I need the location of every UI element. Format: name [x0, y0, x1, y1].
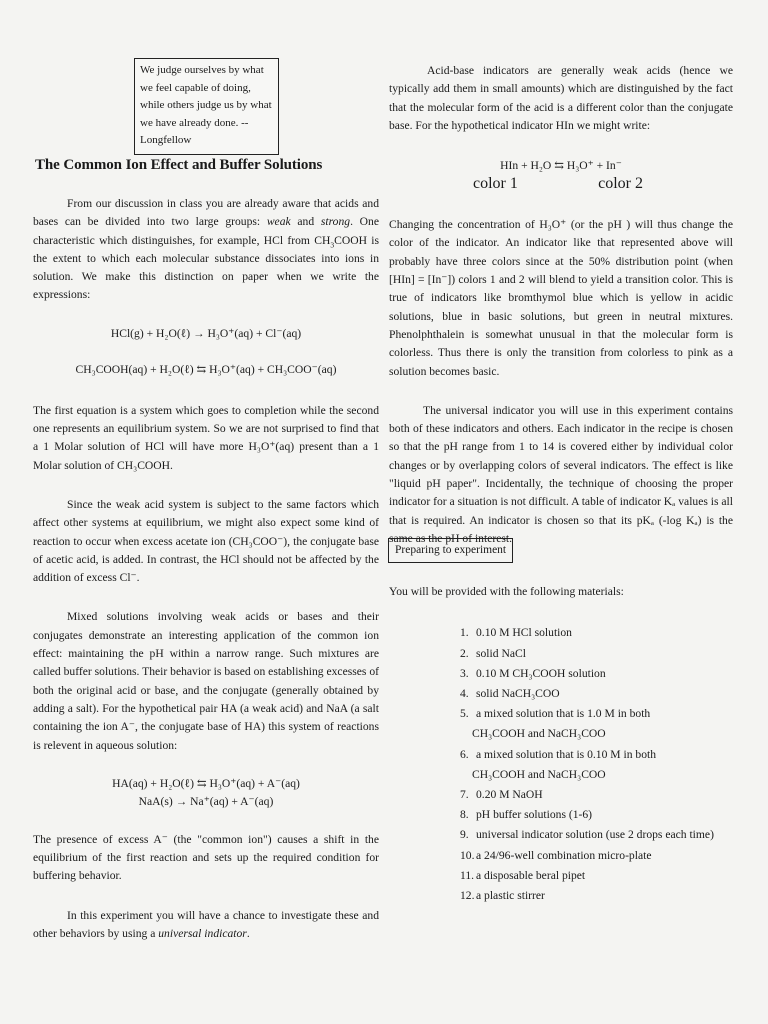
preparing-heading-box [388, 538, 513, 563]
list-item [460, 623, 733, 643]
list-item-text: solid NaCl [476, 646, 526, 660]
list-item-number: 4. [460, 686, 469, 700]
list-item-text: solid NaCH₃COO [476, 686, 560, 700]
paragraph-equations: The first equation is a system which goes to completion while the second one represents an equilibrium system. So we are not surprised to find that a 1 Molar solution of HCl will have more H₃O⁺(aq) present than a 1 Molar solution of CH₃COOH. [33, 403, 379, 472]
right-column [389, 62, 733, 548]
list-item-continuation: CH₃COOH and NaCH₃COO [472, 767, 606, 781]
list-item-number: 9. [460, 828, 469, 842]
list-item-text: 0.20 M NaOH [476, 787, 543, 801]
list-item [460, 805, 733, 825]
list-item [460, 825, 733, 845]
paragraph-indicators: Acid-base indicators are generally weak acids (hence we typically add them in small amounts) which are distinguished by the fact that the molecular form of the acid is a different color than the conjugate base. For the hypothetical indicator HIn we might write: [389, 64, 733, 132]
list-item-text: a mixed solution that is 1.0 M in both [476, 707, 651, 721]
list-item [460, 664, 733, 684]
materials-list [460, 623, 733, 906]
paragraph-universal: The universal indicator you will use in this experiment contains both of these indicators and others. Each indicator in the recipe is chosen so that the pH range from 1 to 14 is covered either by individual color changes or by overlapping colors of several indicators. The effect is like "liquid pH paper". Incidentally, the technique of choosing the proper indicator for a situation is not difficult. A table of indicator Kₐ values is all that is required. An indicator is chosen so that its pKₐ (-log Kₐ) is the same as the pH of interest. [389, 403, 733, 545]
list-item [460, 684, 733, 704]
list-item-text: pH buffer solutions (1-6) [476, 808, 593, 822]
paragraph-weak-acid: Since the weak acid system is subject to the same factors which affect other systems at equilibrium, we might also expect some kind of reaction to occur when excess acetate ion (CH₃COO⁻), the conjugate base of acetic acid, is added. In contrast, the HCl should not be affected by the addition of excess Cl⁻. [33, 497, 379, 585]
materials-intro: You will be provided with the following materials: [389, 585, 624, 598]
list-item-text: a plastic stirrer [476, 888, 545, 902]
list-item [460, 745, 733, 785]
list-item-continuation: CH₃COOH and NaCH₃COO [472, 727, 606, 741]
list-item-number: 2. [460, 646, 469, 660]
color-labels [473, 175, 643, 193]
intro-paragraph: From our discussion in class you are already aware that acids and bases can be divided into two large groups: weak and strong. One characteristic which distinguishes, for example, HCl from $CH_3COOH$ is the extent to which each molecular substance dissociates into ions in solution. We make this distinction on paper when we write the expressions: [33, 197, 379, 302]
list-item-number: 3. [460, 666, 469, 680]
list-item-number: 6. [460, 747, 469, 761]
preparing-heading: Preparing to experiment [395, 544, 507, 556]
left-column [33, 195, 379, 943]
paragraph-buffers: Mixed solutions involving weak acids or bases and their conjugates demonstrate an interesting application of the common ion effect: maintaining the pH within a narrow range. Such mixtures are called buffer solutions. Their behavior is based on establishing excesses of both the original acid or base, and the conjugate (generally obtained by adding a salt). For the hypothetical pair HA (a weak acid) and NaA (a salt containing the ion A⁻, the conjugate base of HA) this system of reactions is relevent in aqueous solution: [33, 610, 379, 752]
materials-section [389, 583, 733, 906]
color-1-label: color 1 [473, 175, 518, 193]
list-item-text: 0.10 M HCl solution [476, 626, 572, 640]
list-item [460, 704, 733, 744]
list-item-number: 12. [460, 888, 475, 902]
equation-acetic: CH₃COOH(aq) + H₂O(ℓ) ⇆ H₃O⁺(aq) + CH₃COO⁻(aq) [75, 362, 337, 376]
paragraph-experiment: In this experiment you will have a chance to investigate these and other behaviors by using a universal indicator. [33, 908, 379, 941]
list-item-number: 5. [460, 707, 469, 721]
list-item-number: 11. [460, 868, 475, 882]
list-item [460, 644, 733, 664]
equation-indicator: HIn + H₂O ⇆ H₃O⁺ + In⁻ [500, 159, 622, 173]
paragraph-common-ion: The presence of excess A⁻ (the "common ion") causes a shift in the equilibrium of the first reaction and sets up the required condition for buffering behavior. [33, 832, 379, 883]
list-item [460, 866, 733, 886]
equation-naa: NaA(s) → Na⁺(aq) + A⁻(aq) [138, 794, 274, 808]
list-item [460, 886, 733, 906]
list-item-number: 10. [460, 848, 475, 862]
list-item-number: 7. [460, 787, 469, 801]
list-item-text: a disposable beral pipet [476, 868, 586, 882]
list-item-text: universal indicator solution (use 2 drops each time) [476, 828, 714, 842]
equation-hcl: HCl(g) + H₂O(ℓ) → H₃O⁺(aq) + Cl⁻(aq) [110, 326, 302, 340]
quote-text: We judge ourselves by what we feel capable of doing, while others judge us by what we have already done. --Longfellow [140, 64, 272, 146]
page-title: The Common Ion Effect and Buffer Solutions [35, 157, 323, 173]
paragraph-concentration: Changing the concentration of H₃O⁺ (or the pH ) will thus change the color of the indicator. An indicator like that represented above will probably have three colors since at the 50% distribution point (when [HIn] = [In⁻]) colors 1 and 2 will blend to yield a transition color. This is true of indicators like bromthymol blue which is yellow in acidic solutions, blue in basic solutions, but green in neutral mixtures. Phenolphthalein is somewhat unusual in that the molecular form is colorless. Thus there is only the transition from colorless to pink as a solution becomes basic. [389, 218, 733, 378]
list-item-text: a mixed solution that is 0.10 M in both [476, 747, 657, 761]
list-item-number: 8. [460, 808, 469, 822]
color-2-label: color 2 [598, 175, 643, 193]
longfellow-quote-box [134, 58, 279, 155]
list-item [460, 785, 733, 805]
equation-ha: HA(aq) + H₂O(ℓ) ⇆ H₃O⁺(aq) + A⁻(aq) [112, 776, 300, 790]
list-item-text: a 24/96-well combination micro-plate [476, 848, 652, 862]
list-item-number: 1. [460, 626, 469, 640]
list-item [460, 846, 733, 866]
list-item-text: 0.10 M CH₃COOH solution [476, 666, 606, 680]
